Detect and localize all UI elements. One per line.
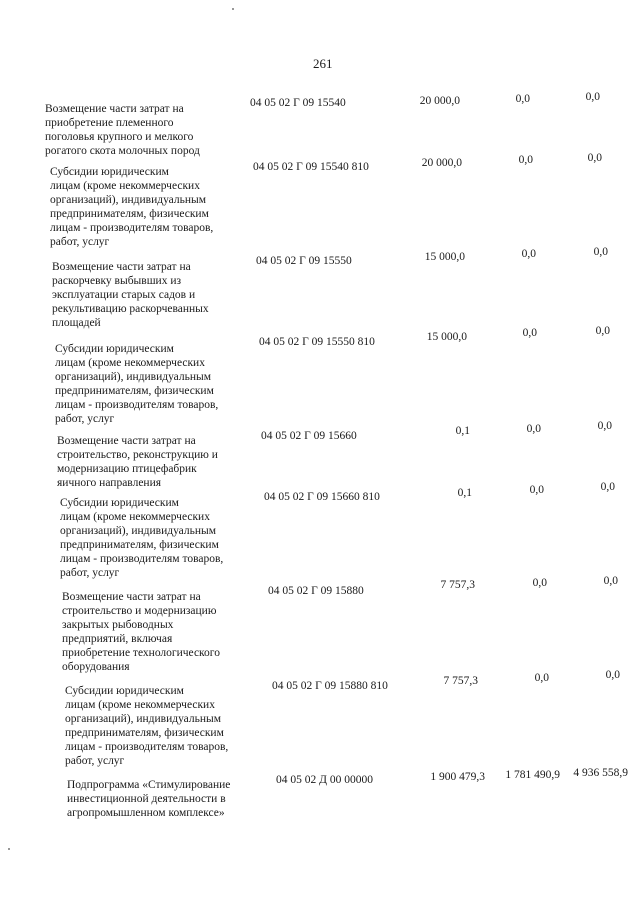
row-value-1: 15 000,0	[424, 251, 465, 263]
row-value-1: 7 757,3	[440, 579, 475, 591]
row-value-1: 7 757,3	[443, 675, 478, 687]
row-code: 04 05 02 Г 09 15880 810	[272, 680, 388, 692]
row-name: Субсидии юридическим лицам (кроме некоммерческих организаций), индивидуальным предпринимателям, физическим лицам - производителям товаров, работ, услуг	[60, 497, 224, 579]
row-name: Подпрограмма «Стимулирование инвестиционной деятельности в агропромышленном комплексе»	[67, 779, 231, 819]
row-name: Возмещение части затрат на строительство и модернизацию закрытых рыбоводных предприятий, включая приобретение технологического оборудования	[62, 591, 220, 673]
row-name: Возмещение части затрат на раскорчевку выбывших из эксплуатации старых садов и рекультивацию раскорчеванных площадей	[52, 261, 209, 329]
row-code: 04 05 02 Д 00 00000	[276, 774, 373, 786]
row-name: Субсидии юридическим лицам (кроме некоммерческих организаций), индивидуальным предпринимателям, физическим лицам - производителям товаров, работ, услуг	[55, 343, 219, 425]
row-name: Субсидии юридическим лицам (кроме некоммерческих организаций), индивидуальным предпринимателям, физическим лицам - производителям товаров, работ, услуг	[65, 685, 229, 767]
row-value-3: 0,0	[587, 152, 602, 164]
row-value-3: 0,0	[585, 91, 600, 103]
row-value-2: 0,0	[522, 327, 537, 339]
row-code: 04 05 02 Г 09 15660	[261, 430, 357, 442]
row-value-2: 0,0	[529, 484, 544, 496]
row-code: 04 05 02 Г 09 15540	[250, 97, 346, 109]
scan-speck	[8, 848, 10, 850]
row-code: 04 05 02 Г 09 15540 810	[253, 161, 369, 173]
row-value-3: 0,0	[600, 481, 615, 493]
row-value-2: 1 781 490,9	[505, 769, 560, 781]
row-value-2: 0,0	[526, 423, 541, 435]
row-value-1: 20 000,0	[421, 157, 462, 169]
row-value-3: 0,0	[597, 420, 612, 432]
row-value-2: 0,0	[534, 672, 549, 684]
row-value-2: 0,0	[518, 154, 533, 166]
row-code: 04 05 02 Г 09 15660 810	[264, 491, 380, 503]
row-value-3: 0,0	[605, 669, 620, 681]
row-code: 04 05 02 Г 09 15550	[256, 255, 352, 267]
row-value-3: 0,0	[603, 575, 618, 587]
row-value-1: 15 000,0	[426, 331, 467, 343]
row-value-2: 0,0	[521, 248, 536, 260]
row-value-3: 0,0	[595, 325, 610, 337]
page-number: 261	[313, 56, 333, 71]
row-value-1: 0,1	[457, 487, 472, 499]
row-name: Возмещение части затрат на строительство, реконструкцию и модернизацию птицефабрик яичного направления	[57, 435, 218, 489]
row-value-1: 1 900 479,3	[430, 771, 485, 783]
row-value-2: 0,0	[532, 577, 547, 589]
row-value-1: 20 000,0	[419, 95, 460, 107]
row-name: Субсидии юридическим лицам (кроме некоммерческих организаций), индивидуальным предпринимателям, физическим лицам - производителям товаров, работ, услуг	[50, 166, 214, 248]
row-code: 04 05 02 Г 09 15880	[268, 585, 364, 597]
row-value-3: 0,0	[593, 246, 608, 258]
row-value-1: 0,1	[455, 425, 470, 437]
scan-speck	[232, 8, 234, 10]
row-code: 04 05 02 Г 09 15550 810	[259, 336, 375, 348]
row-value-2: 0,0	[515, 93, 530, 105]
row-value-3: 4 936 558,9	[573, 767, 628, 779]
row-name: Возмещение части затрат на приобретение племенного поголовья крупного и мелкого рогатого скота молочных пород	[45, 103, 200, 157]
